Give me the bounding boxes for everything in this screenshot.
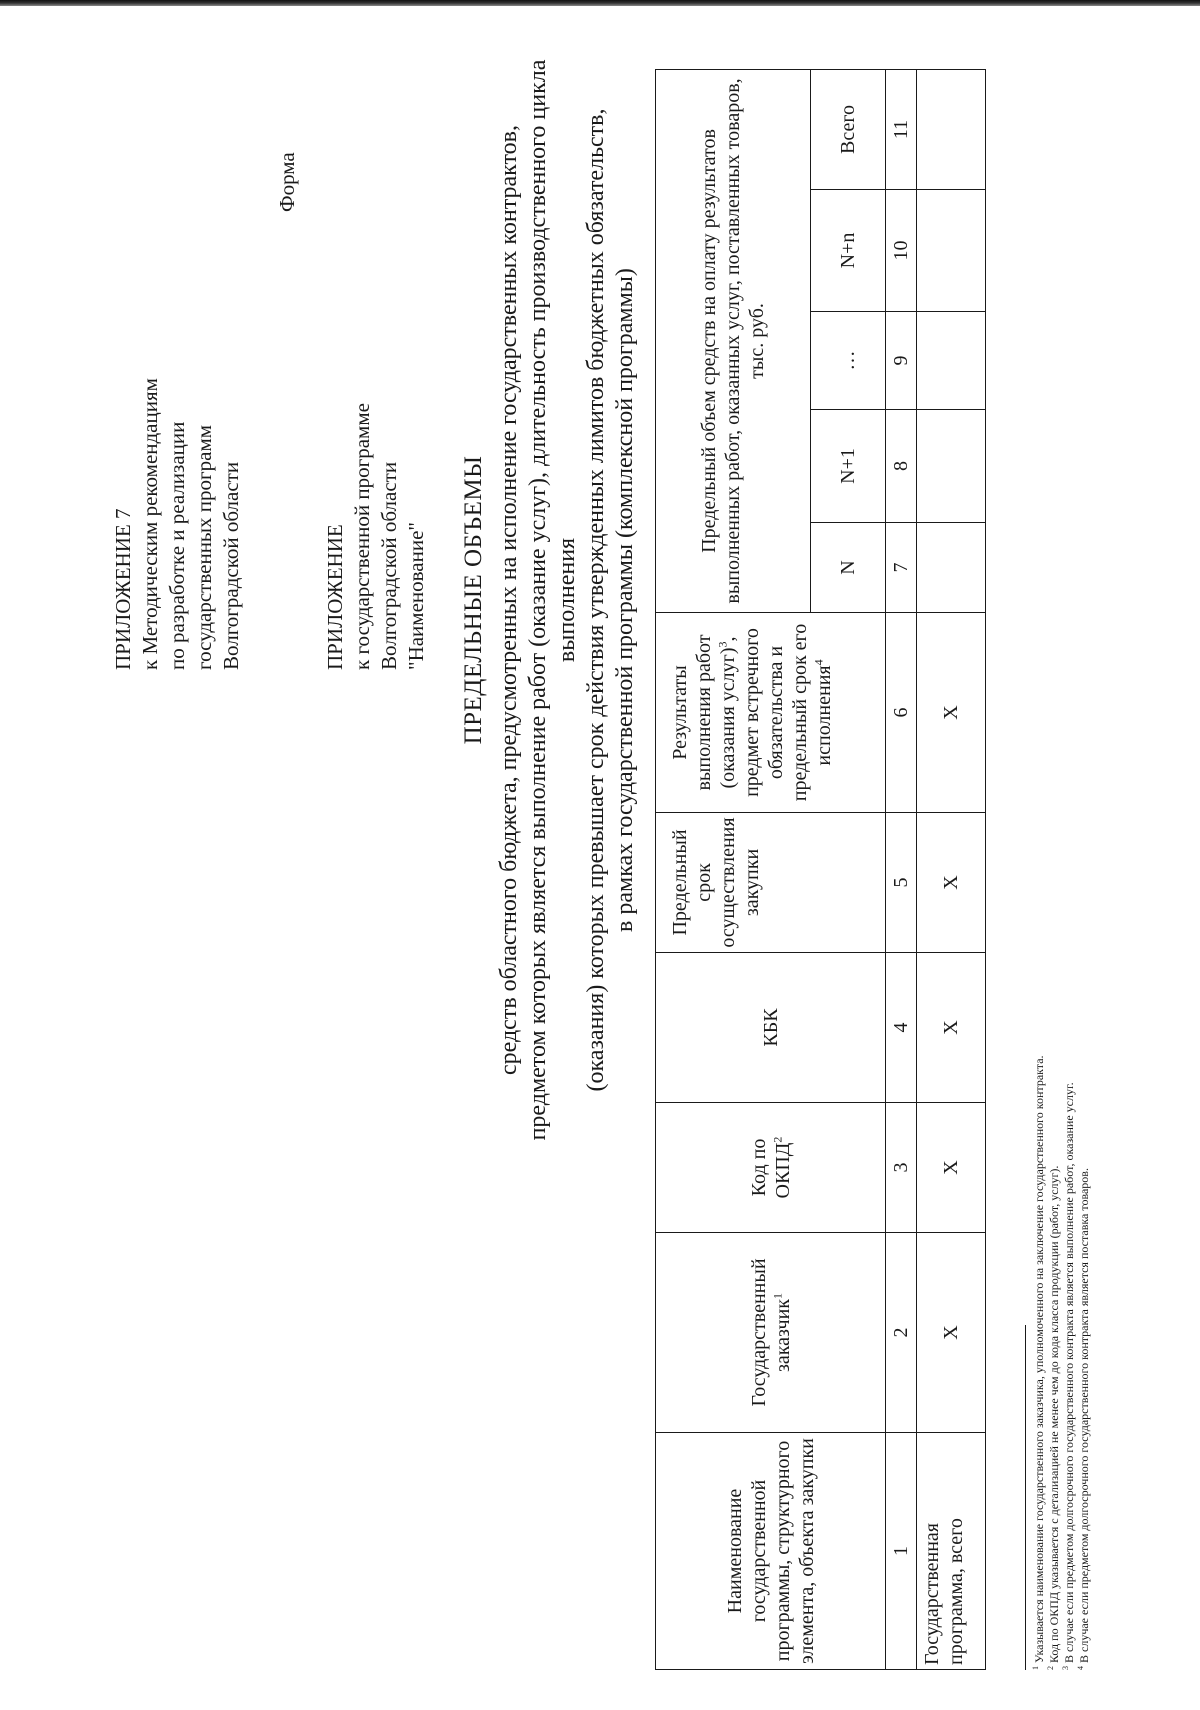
title-line: (оказания) которых превышает срок действия утвержденных лимитов бюджетных обязательств, bbox=[583, 108, 609, 1092]
cell-customer: Х bbox=[917, 1233, 986, 1433]
column-number: 1 bbox=[886, 1433, 917, 1670]
cell-n1 bbox=[917, 410, 986, 523]
appendix-program-line: "Наименование" bbox=[404, 522, 428, 670]
column-number: 6 bbox=[886, 613, 917, 813]
column-number: 5 bbox=[886, 813, 917, 953]
title-line: средств областного бюджета, предусмотренных на исполнение государственных контрактов, bbox=[496, 125, 522, 1076]
column-number: 11 bbox=[886, 69, 917, 189]
column-number: 10 bbox=[886, 190, 917, 312]
column-number: 4 bbox=[886, 953, 917, 1103]
appendix-7-line: Волгоградской области bbox=[219, 461, 243, 670]
limits-table bbox=[655, 69, 986, 1670]
cell-total bbox=[917, 69, 986, 189]
header-sub-total: Всего bbox=[811, 69, 886, 189]
column-number: 7 bbox=[886, 523, 917, 613]
column-numbers-row bbox=[886, 69, 917, 1669]
cell-dots bbox=[917, 312, 986, 410]
appendix-program-line: к государственной программе bbox=[350, 403, 374, 670]
column-number: 8 bbox=[886, 410, 917, 523]
appendix-7-line: ПРИЛОЖЕНИЕ 7 bbox=[111, 508, 135, 670]
title-line: в рамках государственной программы (комплексной программы) bbox=[612, 268, 638, 932]
appendix-7-header bbox=[110, 378, 245, 670]
cell-n bbox=[917, 523, 986, 613]
column-number: 9 bbox=[886, 312, 917, 410]
title-main: ПРЕДЕЛЬНЫЕ ОБЪЕМЫ bbox=[460, 455, 487, 745]
appendix-program-line: ПРИЛОЖЕНИЕ bbox=[323, 524, 347, 670]
form-label: Форма bbox=[275, 152, 299, 212]
cell-results: Х bbox=[917, 613, 986, 813]
header-sub-n: N bbox=[811, 523, 886, 613]
title-line: предметом которых является выполнение работ (оказание услуг), длительность производственного цикла выполнения bbox=[525, 59, 580, 1141]
appendix-7-line: государственных программ bbox=[192, 424, 216, 670]
header-sub-n1: N+1 bbox=[811, 410, 886, 523]
header-sub-dots: … bbox=[811, 312, 886, 410]
cell-kbk: Х bbox=[917, 953, 986, 1103]
header-term: Предельный срок осуществления закупки bbox=[656, 813, 886, 953]
header-customer: Государственный заказчик$^1$ bbox=[656, 1233, 886, 1433]
header-kbk: КБК bbox=[656, 953, 886, 1103]
column-number: 2 bbox=[886, 1233, 917, 1433]
appendix-7-line: по разработке и реализации bbox=[165, 421, 189, 670]
footnote: $^3$ В случае если предметом долгосрочного государственного контракта является выполнение работ, оказание услуг. bbox=[1061, 1082, 1076, 1670]
cell-program-name: Государственная программа, всего bbox=[917, 1433, 986, 1670]
footnotes bbox=[1032, 1055, 1092, 1670]
column-number: 3 bbox=[886, 1103, 917, 1233]
footnote: $^1$ Указывается наименование государственного заказчика, уполномоченного на заключение государственного контракта. bbox=[1031, 1055, 1046, 1670]
footnote: $^2$ Код по ОКПД указывается с детализацией не менее чем до кода класса продукции (работ, услуг). bbox=[1046, 1165, 1061, 1670]
appendix-program-line: Волгоградской области bbox=[377, 461, 401, 670]
footnote-divider bbox=[1025, 1325, 1026, 1670]
appendix-program-header bbox=[322, 403, 430, 670]
appendix-7-line: к Методическим рекомендациям bbox=[138, 378, 162, 670]
header-okpd: Код по ОКПД$^2$ bbox=[656, 1103, 886, 1233]
cell-okpd: Х bbox=[917, 1103, 986, 1233]
table-row bbox=[917, 69, 986, 1669]
cell-term: Х bbox=[917, 813, 986, 953]
header-results: Результаты выполнения работ (оказания услуг)$^3$, предмет встречного обязательства и предельный срок его исполнения$^4$ bbox=[656, 613, 886, 813]
cell-nn bbox=[917, 190, 986, 312]
header-sub-nn: N+n bbox=[811, 190, 886, 312]
header-name: Наименование государственной программы, структурного элемента, объекта закупки bbox=[656, 1433, 886, 1670]
document-title bbox=[458, 10, 640, 1190]
header-limits-group: Предельный объем средств на оплату результатов выполненных работ, оказанных услуг, поставленных товаров, тыс. руб. bbox=[656, 69, 811, 612]
footnote: $^4$ В случае если предметом долгосрочного государственного контракта является поставка товаров. bbox=[1076, 1168, 1091, 1670]
